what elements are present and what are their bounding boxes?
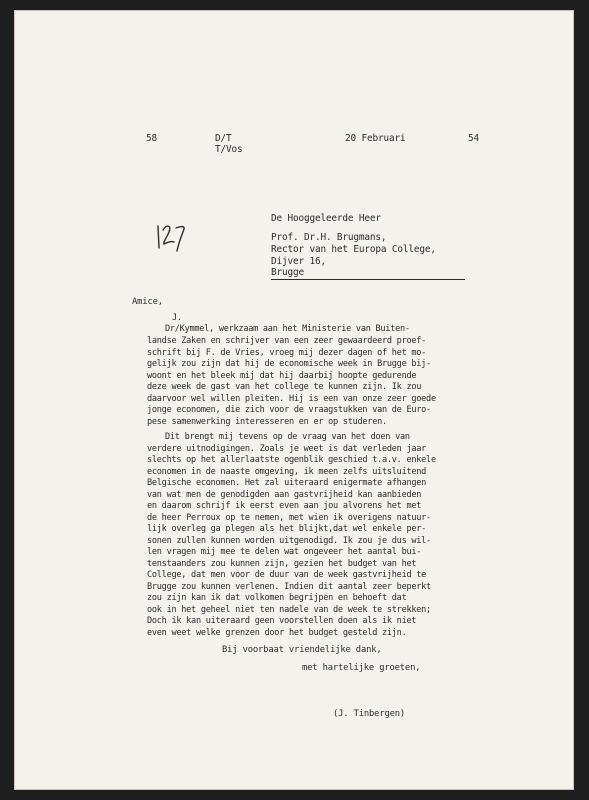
body-line: ook in het geheel niet ten nadele van de week te strekken; xyxy=(147,605,431,615)
body-line: tenstaanders zou kunnen zijn, gezien het budget van het xyxy=(147,559,417,569)
body-line: deze week de gast van het college te kunnen zijn. Ik zou xyxy=(147,382,422,392)
header-year: 54 xyxy=(468,133,479,144)
addressee-line: Brugge xyxy=(271,267,304,278)
addressee-line: Dijver 16, xyxy=(271,256,326,267)
closing-line: met hartelijke groeten, xyxy=(302,663,421,673)
body-line: verdere uitnodigingen. Zoals je weet is dat verleden jaar xyxy=(147,444,427,454)
body-line: woont en het bleek mij dat hij daarbij hoopte gedurende xyxy=(147,371,417,381)
header-initials: T/Vos xyxy=(215,144,243,155)
body-line: schrift bij F. de Vries, vroeg mij dezer dagen of het mo- xyxy=(147,348,427,358)
closing-line: Bij voorbaat vriendelijke dank, xyxy=(222,645,382,655)
body-line: College, dat men voor de duur van de week gastvrijheid te xyxy=(147,570,427,580)
addressee-line: Prof. Dr.H. Brugmans, xyxy=(271,232,387,243)
body-line: pese samenwerking interesseren en er op studeren. xyxy=(147,417,387,427)
body-line: Dit brengt mij tevens op de vraag van het doen van xyxy=(165,432,410,442)
body-line: even weet welke grenzen door het budget gesteld zijn. xyxy=(147,628,407,638)
body-line: economen in de naaste omgeving, ik meen zelfs uitsluitend xyxy=(147,467,427,477)
body-line: daarvoor wel willen pleiten. Hij is een van onze zeer goede xyxy=(147,394,436,404)
body-line: van wat men de genodigden aan gastvrijheid kan aanbieden xyxy=(147,490,422,500)
body-line: gelijk zou zijn dat hij de economische week in Brugge bij- xyxy=(147,359,431,369)
body-line: Belgische economen. Het zal uiteraard enigermate afhangen xyxy=(147,478,427,488)
handwritten-mark xyxy=(154,218,194,256)
body-line: slechts op het allerlaatste ogenblik geschied t.a.v. enkele xyxy=(147,455,436,465)
body-line: landse Zaken en schrijver van een zeer gewaardeerd proef- xyxy=(147,336,427,346)
header-reference: D/T xyxy=(215,133,232,144)
signature: (J. Tinbergen) xyxy=(333,709,406,719)
header-left-number: 58 xyxy=(146,133,157,144)
header-date: 20 Februari xyxy=(345,133,406,144)
salutation: Amice, xyxy=(132,297,163,307)
body-line: de heer Perroux op te nemen, met wien ik overigens natuur- xyxy=(147,513,431,523)
body-line: jonge economen, die zich voor de vraagstukken van de Euro- xyxy=(147,405,431,415)
letter-page xyxy=(14,10,574,790)
body-line: sonen zullen kunnen worden uitgenodigd. Ik zou je dus wil- xyxy=(147,536,431,546)
addressee-underline xyxy=(271,279,465,280)
body-line: lijk overleg ga plegen als het blijkt,dat wel enkele per- xyxy=(147,524,427,534)
body-line: en daarom schrijf ik eerst even aan jou alvorens het met xyxy=(147,501,422,511)
body-line: Brugge zou kunnen verlenen. Indien dit aantal zeer beperkt xyxy=(147,582,431,592)
addressee-line: Rector van het Europa College, xyxy=(271,244,436,255)
body-line: Doch ik kan uiteraard geen voorstellen doen als ik niet xyxy=(147,616,417,626)
body-line: Dr/Kymmel, werkzaam aan het Ministerie van Buiten- xyxy=(165,324,410,334)
addressee-line: De Hooggeleerde Heer xyxy=(271,213,381,224)
body-line: zou zijn kan ik dat volkomen begrijpen en behoeft dat xyxy=(147,593,407,603)
body-line: len vragen mij mee te delen wat ongeveer het aantal bui- xyxy=(147,547,422,557)
body-line: J. xyxy=(172,313,182,323)
